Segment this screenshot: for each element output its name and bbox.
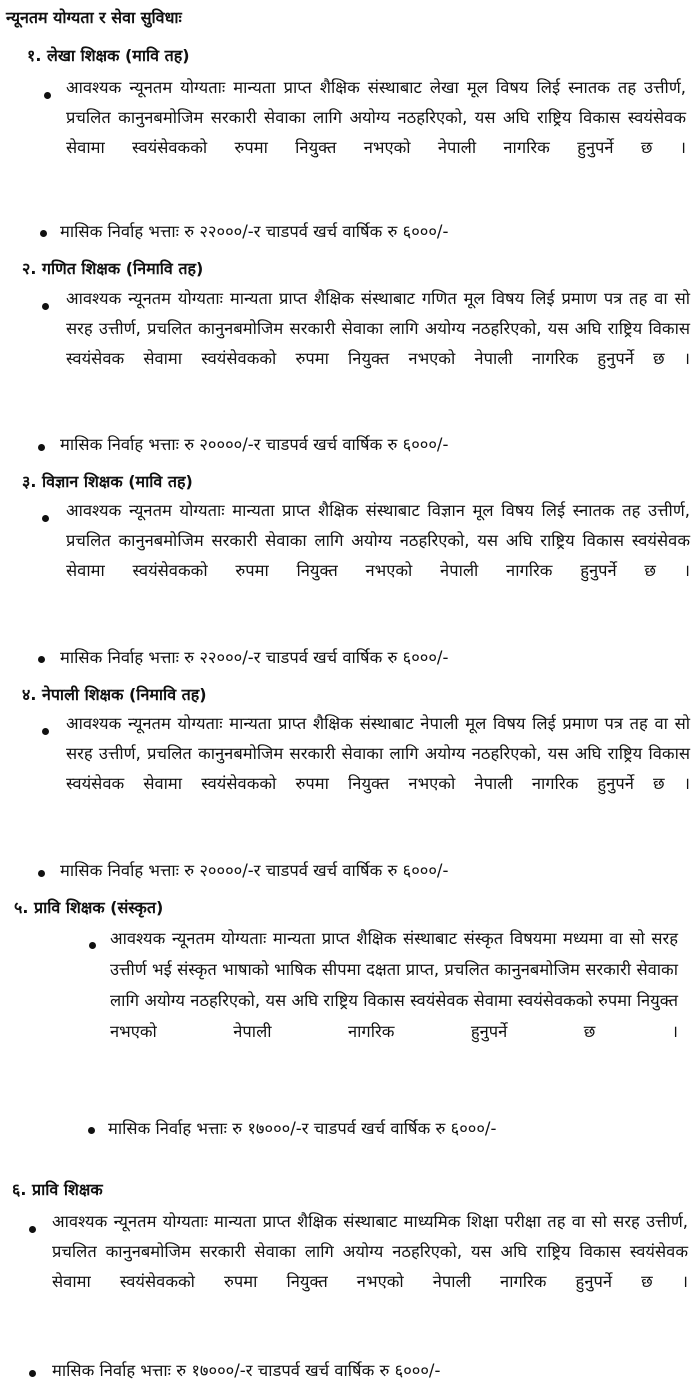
section-title-science-teacher: ३. विज्ञान शिक्षक (मावि तह) bbox=[22, 472, 193, 491]
qualification-text: आवश्यक न्यूनतम योग्यताः मान्यता प्राप्त शैक्षिक संस्थाबाट नेपाली मूल विषय लिई प्रमाण पत्र तह वा सो सरह उत्तीर्ण, प्रचलित कानुनबमोजिम सरकारी सेवाका लागि अयोग्य नठहरिएको, यस अघि राष्ट्रिय विकास स्वयंसेवक सेवामा स्वयंसेवकको रुपमा नियुक्त नभएको नेपाली नागरिक हुनुपर्ने छ । bbox=[66, 714, 690, 793]
bullet-icon bbox=[89, 942, 96, 949]
salary-text: मासिक निर्वाह भत्ताः रु २००००/-र चाडपर्व खर्च वार्षिक रु ६०००/- bbox=[60, 435, 449, 454]
section-title-math-teacher: २. गणित शिक्षक (निमावि तह) bbox=[22, 259, 204, 278]
section-title-accounts-teacher: १. लेखा शिक्षक (मावि तह) bbox=[27, 46, 190, 65]
bullet-icon bbox=[38, 444, 45, 451]
bullet-icon bbox=[44, 92, 51, 99]
qualification-text: आवश्यक न्यूनतम योग्यताः मान्यता प्राप्त शैक्षिक संस्थाबाट संस्कृत विषयमा मध्यमा वा सो सरह उत्तीर्ण भई संस्कृत भाषाको भाषिक सीपमा दक्षता प्राप्त, प्रचलित कानुनबमोजिम सरकारी सेवाका लागि अयोग्य नठहरिएको, यस अघि राष्ट्रिय विकास स्वयंसेवक सेवामा स्वयंसेवकको रुपमा नियुक्त नभएको नेपाली नागरिक हुनुपर्ने छ । bbox=[110, 929, 678, 1041]
salary-text: मासिक निर्वाह भत्ताः रु १७०००/-र चाडपर्व खर्च वार्षिक रु ६०००/- bbox=[52, 1361, 441, 1380]
bullet-icon bbox=[88, 1127, 95, 1134]
bullet-icon bbox=[29, 1226, 36, 1233]
bullet-icon bbox=[38, 870, 45, 877]
bullet-icon bbox=[40, 230, 47, 237]
section-title-primary-sanskrit-teacher: ५. प्रावि शिक्षक (संस्कृत) bbox=[14, 898, 164, 917]
qualification-text: आवश्यक न्यूनतम योग्यताः मान्यता प्राप्त शैक्षिक संस्थाबाट माध्यमिक शिक्षा परीक्षा तह वा सो सरह उत्तीर्ण, प्रचलित कानुनबमोजिम सरकारी सेवाका लागि अयोग्य नठहरिएको, यस अघि राष्ट्रिय विकास स्वयंसेवक सेवामा स्वयंसेवकको रुपमा नियुक्त नभएको नेपाली नागरिक हुनुपर्ने छ । bbox=[52, 1212, 688, 1291]
qualification-text: आवश्यक न्यूनतम योग्यताः मान्यता प्राप्त शैक्षिक संस्थाबाट विज्ञान मूल विषय लिई स्नातक तह उत्तीर्ण, प्रचलित कानुनबमोजिम सरकारी सेवाका लागि अयोग्य नठहरिएको, यस अघि राष्ट्रिय विकास स्वयंसेवक सेवामा स्वयंसेवकको रुपमा नियुक्त नभएको नेपाली नागरिक हुनुपर्ने छ । bbox=[66, 501, 690, 580]
bullet-icon bbox=[38, 656, 45, 663]
bullet-icon bbox=[42, 303, 49, 310]
bullet-icon bbox=[42, 728, 49, 735]
qualification-text: आवश्यक न्यूनतम योग्यताः मान्यता प्राप्त शैक्षिक संस्थाबाट लेखा मूल विषय लिई स्नातक तह उत्तीर्ण, प्रचलित कानुनबमोजिम सरकारी सेवाका लागि अयोग्य नठहरिएको, यस अघि राष्ट्रिय विकास स्वयंसेवक सेवामा स्वयंसेवकको रुपमा नियुक्त नभएको नेपाली नागरिक हुनुपर्ने छ । bbox=[66, 78, 686, 157]
salary-text: मासिक निर्वाह भत्ताः रु २२०००/-र चाडपर्व खर्च वार्षिक रु ६०००/- bbox=[60, 648, 449, 667]
bullet-icon bbox=[42, 515, 49, 522]
section-title-primary-teacher: ६. प्रावि शिक्षक bbox=[12, 1180, 103, 1199]
bullet-icon bbox=[29, 1370, 36, 1377]
salary-text: मासिक निर्वाह भत्ताः रु २००००/-र चाडपर्व खर्च वार्षिक रु ६०००/- bbox=[60, 861, 449, 880]
salary-text: मासिक निर्वाह भत्ताः रु १७०००/-र चाडपर्व खर्च वार्षिक रु ६०००/- bbox=[108, 1119, 497, 1138]
section-title-nepali-teacher: ४. नेपाली शिक्षक (निमावि तह) bbox=[22, 685, 207, 704]
qualification-text: आवश्यक न्यूनतम योग्यताः मान्यता प्राप्त शैक्षिक संस्थाबाट गणित मूल विषय लिई प्रमाण पत्र तह वा सो सरह उत्तीर्ण, प्रचलित कानुनबमोजिम सरकारी सेवाका लागि अयोग्य नठहरिएको, यस अघि राष्ट्रिय विकास स्वयंसेवक सेवामा स्वयंसेवकको रुपमा नियुक्त नभएको नेपाली नागरिक हुनुपर्ने छ । bbox=[66, 289, 690, 368]
page-heading: न्यूनतम योग्यता र सेवा सुविधाः bbox=[6, 8, 182, 27]
salary-text: मासिक निर्वाह भत्ताः रु २२०००/-र चाडपर्व खर्च वार्षिक रु ६०००/- bbox=[60, 222, 449, 241]
